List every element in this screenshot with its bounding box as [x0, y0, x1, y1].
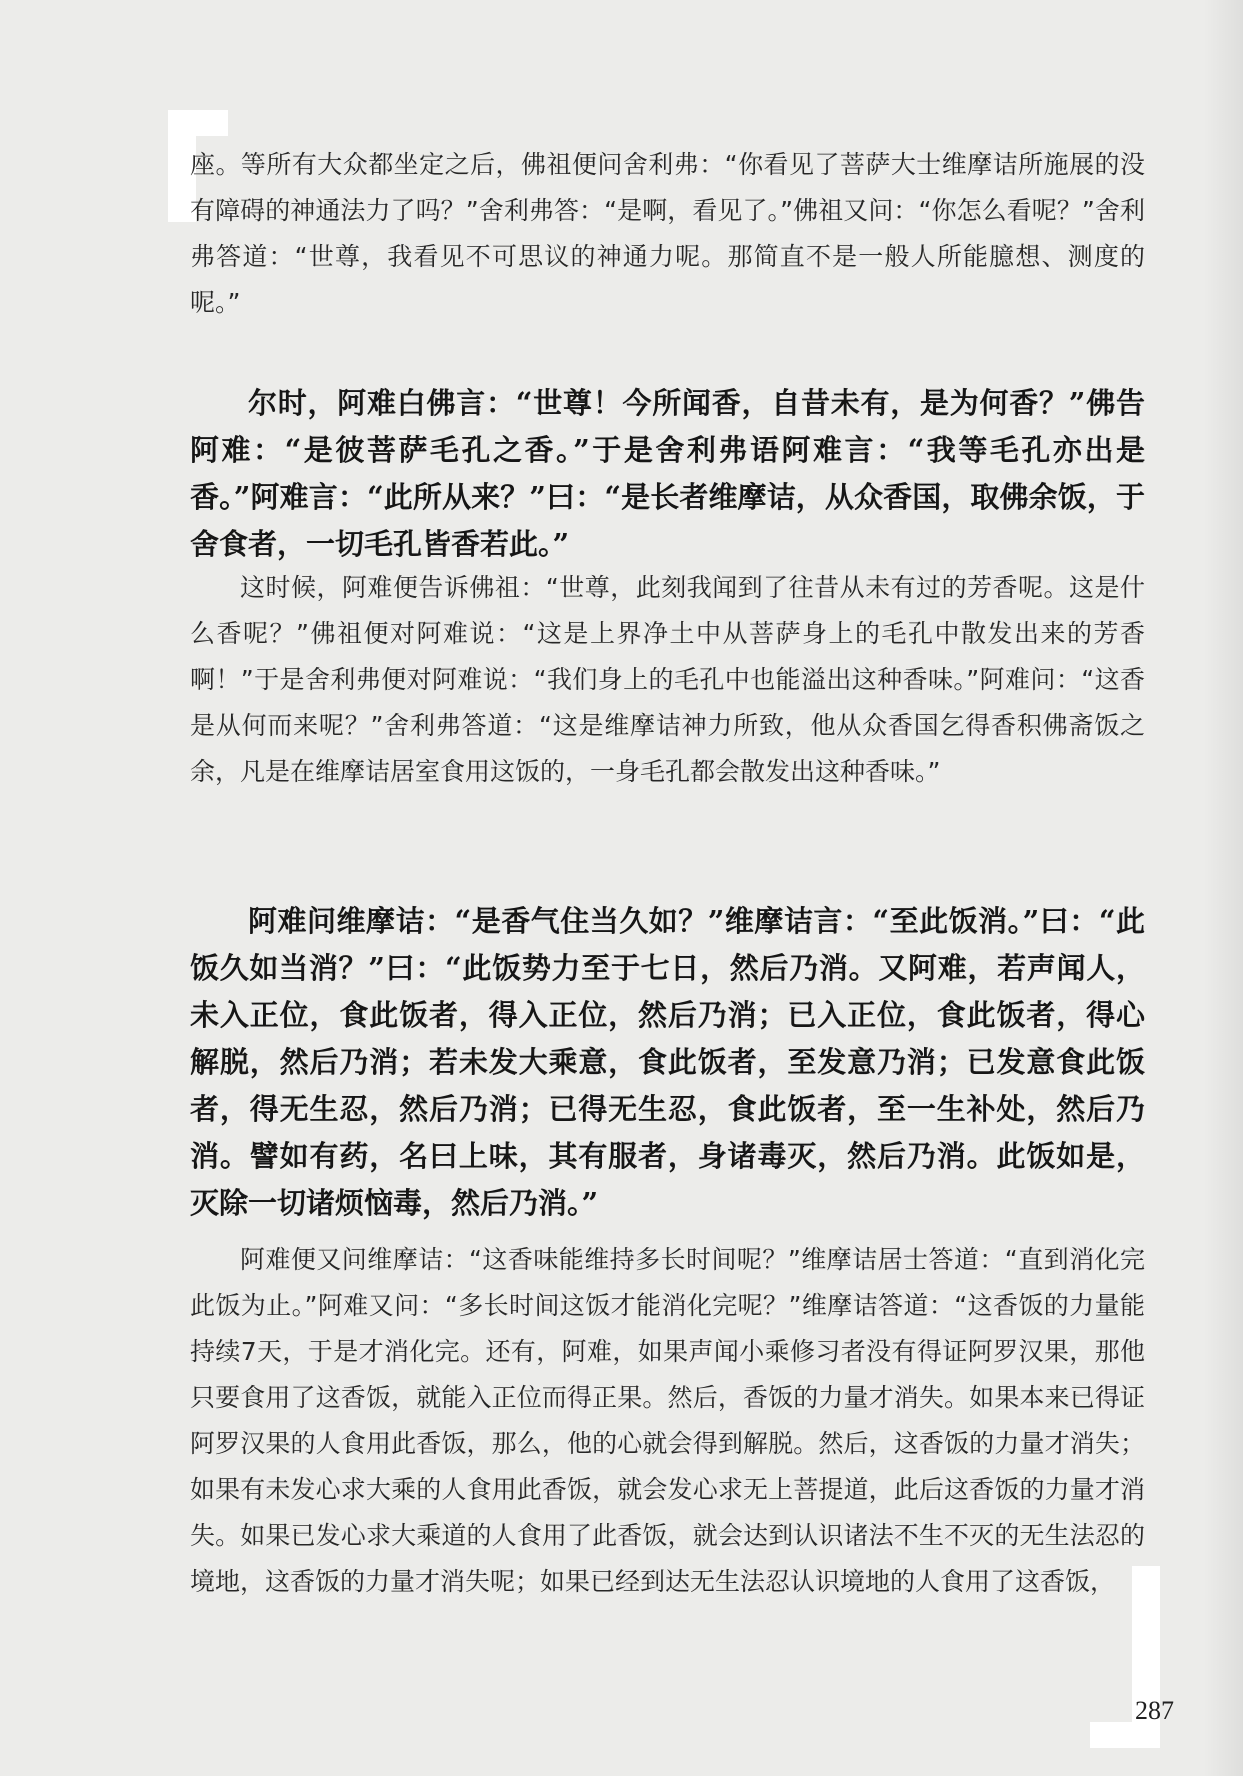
- paragraph-original-2: 阿难问维摩诘：“是香气住当久如？”维摩诘言：“至此饭消。”曰：“此饭久如当消？”曰：“此饭势力至于七日，然后乃消。又阿难，若声闻人，未入正位，食此饭者，得入正位，然后乃消；已入正位，食此饭者，得心解脱，然后乃消；若未发大乘意，食此饭者，至发意乃消；已发意食此饭者，得无生忍，然后乃消；已得无生忍，食此饭者，至一生补处，然后乃消。譬如有药，名曰上味，其有服者，身诸毒灭，然后乃消。此饭如是，灭除一切诸烦恼毒，然后乃消。”: [190, 904, 1145, 1220]
- paragraph-original-1: 尔时，阿难白佛言：“世尊！今所闻香，自昔未有，是为何香？”佛告阿难：“是彼菩萨毛孔之香。”于是舍利弗语阿难言：“我等毛孔亦出是香。”阿难言：“此所从来？”曰：“是长者维摩诘，从众香国，取佛余饭，于舍食者，一切毛孔皆香若此。”: [190, 386, 1145, 561]
- page-number: 287: [1135, 1696, 1174, 1725]
- paragraph-translation-3: 阿难便又问维摩诘：“这香味能维持多长时间呢？”维摩诘居士答道：“直到消化完此饭为止。”阿难又问：“多长时间这饭才能消化完呢？”维摩诘答道：“这香饭的力量能持续7天，于是才消化完。还有，阿难，如果声闻小乘修习者没有得证阿罗汉果，那他只要食用了这香饭，就能入正位而得正果。然后，香饭的力量才消失。如果本来已得证阿罗汉果的人食用此香饭，那么，他的心就会得到解脱。然后，这香饭的力量才消失；如果有未发心求大乘的人食用此香饭，就会发心求无上菩提道，此后这香饭的力量才消失。如果已发心求大乘道的人食用了此香饭，就会达到认识诸法不生不灭的无生法忍的境地，这香饭的力量才消失呢；如果已经到达无生法忍认识境地的人食用了这香饭，: [190, 1245, 1145, 1596]
- paragraph-translation-1: 座。等所有大众都坐定之后，佛祖便问舍利弗：“你看见了菩萨大士维摩诘所施展的没有障碍的神通法力了吗？”舍利弗答：“是啊，看见了。”佛祖又问：“你怎么看呢？”舍利弗答道：“世尊，我看见不可思议的神通力呢。那简直不是一般人所能臆想、测度的呢。”: [190, 150, 1145, 317]
- crop-mark-top-left-bar: [168, 110, 228, 136]
- paragraph-translation-2: 这时候，阿难便告诉佛祖：“世尊，此刻我闻到了往昔从未有过的芳香呢。这是什么香呢？”佛祖便对阿难说：“这是上界净土中从菩萨身上的毛孔中散发出来的芳香啊！”于是舍利弗便对阿难说：“我们身上的毛孔中也能溢出这种香味。”阿难问：“这香是从何而来呢？”舍利弗答道：“这是维摩诘神力所致，他从众香国乞得香积佛斋饭之余，凡是在维摩诘居室食用这饭的，一身毛孔都会散发出这种香味。”: [190, 573, 1145, 786]
- scan-shadow: [1203, 0, 1243, 1776]
